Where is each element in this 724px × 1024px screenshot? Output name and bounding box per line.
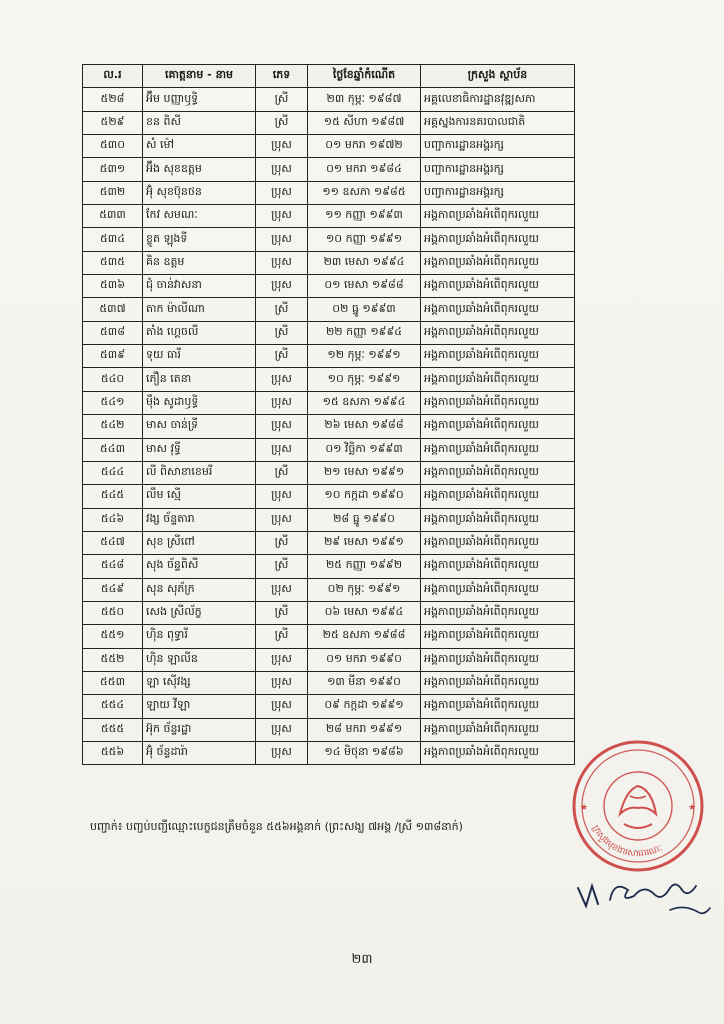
full-name: ហ៊ិន ឡាលីន bbox=[143, 648, 256, 671]
sex: ប្រុស bbox=[256, 695, 308, 718]
page-number: ២៣ bbox=[351, 952, 373, 967]
row-number: ៥២៨ bbox=[83, 88, 143, 111]
row-number: ៥៣៥ bbox=[83, 251, 143, 274]
sex: ប្រុស bbox=[256, 438, 308, 461]
sex: ប្រុស bbox=[256, 718, 308, 741]
institution: អង្គភាពប្រឆាំងអំពើពុករលួយ bbox=[421, 718, 575, 741]
institution: អង្គភាពប្រឆាំងអំពើពុករលួយ bbox=[421, 321, 575, 344]
header-birthdate: ថ្ងៃខែឆ្នាំកំណើត bbox=[308, 65, 421, 88]
institution: បញ្ជាការដ្ឋានអង្គរក្ស bbox=[421, 135, 575, 158]
table-row bbox=[83, 601, 575, 624]
table-row bbox=[83, 228, 575, 251]
sex: ប្រុស bbox=[256, 228, 308, 251]
institution: អង្គភាពប្រឆាំងអំពើពុករលួយ bbox=[421, 415, 575, 438]
institution: អង្គភាពប្រឆាំងអំពើពុករលួយ bbox=[421, 555, 575, 578]
birth-date: ០១ មករា ១៩៩០ bbox=[308, 648, 421, 671]
full-name: ឡាយ វីឡា bbox=[143, 695, 256, 718]
institution: អង្គភាពប្រឆាំងអំពើពុករលួយ bbox=[421, 205, 575, 228]
table-row bbox=[83, 321, 575, 344]
birth-date: ១០ កក្កដា ១៩៩០ bbox=[308, 485, 421, 508]
table-row bbox=[83, 111, 575, 134]
birth-date: ២៦ មេសា ១៩៨៨ bbox=[308, 415, 421, 438]
official-seal-icon bbox=[568, 736, 708, 876]
sex: ប្រុស bbox=[256, 275, 308, 298]
full-name: សុន សុភ័ក្រ bbox=[143, 578, 256, 601]
table-row bbox=[83, 181, 575, 204]
full-name: សេង ស្រីល័ក្ខ bbox=[143, 601, 256, 624]
birth-date: ២១ មេសា ១៩៩១ bbox=[308, 461, 421, 484]
header-sex: ភេទ bbox=[256, 65, 308, 88]
row-number: ៥៤៩ bbox=[83, 578, 143, 601]
full-name: អ៊ឹង សុខឧត្តម bbox=[143, 158, 256, 181]
row-number: ៥៤១ bbox=[83, 391, 143, 414]
sex: ប្រុស bbox=[256, 368, 308, 391]
candidate-table bbox=[82, 64, 575, 765]
institution: អង្គភាពប្រឆាំងអំពើពុករលួយ bbox=[421, 508, 575, 531]
row-number: ៥៣៤ bbox=[83, 228, 143, 251]
full-name: កែវ សមណៈ bbox=[143, 205, 256, 228]
row-number: ៥៣០ bbox=[83, 135, 143, 158]
birth-date: ២៥ កញ្ញា ១៩៩២ bbox=[308, 555, 421, 578]
full-name: សុង ច័ន្ទពិសី bbox=[143, 555, 256, 578]
sex: ស្រី bbox=[256, 625, 308, 648]
birth-date: ០១ មករា ១៩៨៤ bbox=[308, 158, 421, 181]
sex: ស្រី bbox=[256, 555, 308, 578]
sex: ប្រុស bbox=[256, 485, 308, 508]
table-row bbox=[83, 368, 575, 391]
institution: អង្គភាពប្រឆាំងអំពើពុករលួយ bbox=[421, 578, 575, 601]
sex: ស្រី bbox=[256, 461, 308, 484]
institution: អង្គភាពប្រឆាំងអំពើពុករលួយ bbox=[421, 228, 575, 251]
table-row bbox=[83, 205, 575, 228]
full-name: អ៊ុក ច័ន្ទរដ្ឋា bbox=[143, 718, 256, 741]
sex: ស្រី bbox=[256, 345, 308, 368]
birth-date: ១០ កញ្ញា ១៩៩១ bbox=[308, 228, 421, 251]
full-name: អ៊ុំ សុខប៊ុនថន bbox=[143, 181, 256, 204]
row-number: ៥៣២ bbox=[83, 181, 143, 204]
institution: អង្គភាពប្រឆាំងអំពើពុករលួយ bbox=[421, 251, 575, 274]
row-number: ៥៤៨ bbox=[83, 555, 143, 578]
sex: ប្រុស bbox=[256, 251, 308, 274]
table-row bbox=[83, 251, 575, 274]
full-name: ខន ពិសី bbox=[143, 111, 256, 134]
birth-date: ១៤ មិថុនា ១៩៨៦ bbox=[308, 741, 421, 764]
sex: ប្រុស bbox=[256, 135, 308, 158]
institution: អគ្គស្នងការនគរបាលជាតិ bbox=[421, 111, 575, 134]
sex: ប្រុស bbox=[256, 181, 308, 204]
birth-date: ២៣ មេសា ១៩៩៤ bbox=[308, 251, 421, 274]
birth-date: ២៨ មករា ១៩៩១ bbox=[308, 718, 421, 741]
table-row bbox=[83, 391, 575, 414]
institution: បញ្ជាការដ្ឋានអង្គរក្ស bbox=[421, 181, 575, 204]
birth-date: ១៥ សីហា ១៩៨៧ bbox=[308, 111, 421, 134]
institution: អង្គភាពប្រឆាំងអំពើពុករលួយ bbox=[421, 391, 575, 414]
table-row bbox=[83, 531, 575, 554]
institution: អង្គភាពប្រឆាំងអំពើពុករលួយ bbox=[421, 345, 575, 368]
birth-date: ២៣ កុម្ភៈ ១៩៨៧ bbox=[308, 88, 421, 111]
birth-date: ០១ មេសា ១៩៨៨ bbox=[308, 275, 421, 298]
header-name: គោត្តនាម - នាម bbox=[143, 65, 256, 88]
table-row bbox=[83, 578, 575, 601]
table-row bbox=[83, 671, 575, 694]
institution: អង្គភាពប្រឆាំងអំពើពុករលួយ bbox=[421, 601, 575, 624]
sex: ប្រុស bbox=[256, 391, 308, 414]
birth-date: ១៥ ឧសភា ១៩៩៤ bbox=[308, 391, 421, 414]
row-number: ៥៤៥ bbox=[83, 485, 143, 508]
birth-date: ០៦ មេសា ១៩៩៤ bbox=[308, 601, 421, 624]
sex: ស្រី bbox=[256, 321, 308, 344]
row-number: ៥៤២ bbox=[83, 415, 143, 438]
institution: អង្គភាពប្រឆាំងអំពើពុករលួយ bbox=[421, 741, 575, 764]
row-number: ៥៣៧ bbox=[83, 298, 143, 321]
row-number: ៥៣៨ bbox=[83, 321, 143, 344]
row-number: ៥៣៣ bbox=[83, 205, 143, 228]
table-row bbox=[83, 345, 575, 368]
full-name: ហ៊ិន ពុទ្ធារី bbox=[143, 625, 256, 648]
full-name: ជុំ ចាន់វាសនា bbox=[143, 275, 256, 298]
full-name: មាស វុទ្ធី bbox=[143, 438, 256, 461]
institution: អង្គភាពប្រឆាំងអំពើពុករលួយ bbox=[421, 368, 575, 391]
full-name: ខ្លូត ឡុងទី bbox=[143, 228, 256, 251]
table-row bbox=[83, 438, 575, 461]
header-number: ល.រ bbox=[83, 65, 143, 88]
full-name: មាស ចាន់ទ្រី bbox=[143, 415, 256, 438]
table-row bbox=[83, 485, 575, 508]
birth-date: ២៨ ធ្នូ ១៩៩០ bbox=[308, 508, 421, 531]
full-name: ម៉ឹង សូដាឫទ្ធិ bbox=[143, 391, 256, 414]
table-row bbox=[83, 135, 575, 158]
row-number: ៥៥០ bbox=[83, 601, 143, 624]
institution: អង្គភាពប្រឆាំងអំពើពុករលួយ bbox=[421, 648, 575, 671]
birth-date: ០១ មករា ១៩៧២ bbox=[308, 135, 421, 158]
birth-date: ២៩ មេសា ១៩៩១ bbox=[308, 531, 421, 554]
full-name: តាក ម៉ាលីណា bbox=[143, 298, 256, 321]
row-number: ៥៣៦ bbox=[83, 275, 143, 298]
row-number: ៥៣១ bbox=[83, 158, 143, 181]
row-number: ៥៥២ bbox=[83, 648, 143, 671]
birth-date: ១៣ មីនា ១៩៩០ bbox=[308, 671, 421, 694]
full-name: វង្ស ច័ន្ទតារា bbox=[143, 508, 256, 531]
institution: អង្គភាពប្រឆាំងអំពើពុករលួយ bbox=[421, 531, 575, 554]
full-name: ទុយ ធារី bbox=[143, 345, 256, 368]
sex: ស្រី bbox=[256, 298, 308, 321]
svg-text:★: ★ bbox=[688, 803, 697, 813]
institution: អង្គភាពប្រឆាំងអំពើពុករលួយ bbox=[421, 485, 575, 508]
table-header-row bbox=[83, 65, 575, 88]
svg-text:ក្រសួងមុខងារសាធារណៈ: ក្រសួងមុខងារសាធារណៈ bbox=[589, 823, 664, 860]
row-number: ៥៥៥ bbox=[83, 718, 143, 741]
institution: អង្គភាពប្រឆាំងអំពើពុករលួយ bbox=[421, 275, 575, 298]
row-number: ៥២៩ bbox=[83, 111, 143, 134]
row-number: ៥៤០ bbox=[83, 368, 143, 391]
institution: អគ្គលេខាធិការដ្ឋានវុឌ្ឍសភា bbox=[421, 88, 575, 111]
full-name: គិន ឧត្តម bbox=[143, 251, 256, 274]
table-row bbox=[83, 88, 575, 111]
row-number: ៥៤៦ bbox=[83, 508, 143, 531]
birth-date: ១១ កញ្ញា ១៩៩៣ bbox=[308, 205, 421, 228]
birth-date: ១០ កុម្ភៈ ១៩៩១ bbox=[308, 368, 421, 391]
table-row bbox=[83, 461, 575, 484]
sex: ប្រុស bbox=[256, 741, 308, 764]
row-number: ៥៤៧ bbox=[83, 531, 143, 554]
full-name: តាំង ហ្គេចលី bbox=[143, 321, 256, 344]
svg-text:★: ★ bbox=[580, 803, 589, 813]
sex: ប្រុស bbox=[256, 648, 308, 671]
institution: បញ្ជាការដ្ឋានអង្គរក្ស bbox=[421, 158, 575, 181]
table-row bbox=[83, 695, 575, 718]
row-number: ៥៤៣ bbox=[83, 438, 143, 461]
sex: ប្រុស bbox=[256, 671, 308, 694]
table-row bbox=[83, 555, 575, 578]
sex: ប្រុស bbox=[256, 158, 308, 181]
birth-date: ០២ ធ្នូ ១៩៩៣ bbox=[308, 298, 421, 321]
institution: អង្គភាពប្រឆាំងអំពើពុករលួយ bbox=[421, 671, 575, 694]
birth-date: ០៩ កក្កដា ១៩៩១ bbox=[308, 695, 421, 718]
institution: អង្គភាពប្រឆាំងអំពើពុករលួយ bbox=[421, 695, 575, 718]
full-name: ភឿន តេនា bbox=[143, 368, 256, 391]
sex: ប្រុស bbox=[256, 205, 308, 228]
table-row bbox=[83, 625, 575, 648]
birth-date: ០២ កុម្ភៈ ១៩៩១ bbox=[308, 578, 421, 601]
full-name: លី ពិសាខាខេមរី bbox=[143, 461, 256, 484]
sex: ប្រុស bbox=[256, 508, 308, 531]
row-number: ៥៣៩ bbox=[83, 345, 143, 368]
birth-date: ០១ វិច្ឆិកា ១៩៩៣ bbox=[308, 438, 421, 461]
header-institution: ក្រសួង ស្ថាប័ន bbox=[421, 65, 575, 88]
row-number: ៥៥៣ bbox=[83, 671, 143, 694]
table-row bbox=[83, 741, 575, 764]
full-name: សំ ម៉ៅ bbox=[143, 135, 256, 158]
table-body bbox=[83, 88, 575, 765]
table-row bbox=[83, 298, 575, 321]
sex: ស្រី bbox=[256, 531, 308, 554]
full-name: អ៊ុំ ច័ន្ទដារ៉ា bbox=[143, 741, 256, 764]
full-name: លឹម ស្មើ bbox=[143, 485, 256, 508]
full-name: ឡា ស៊ើវង្ស bbox=[143, 671, 256, 694]
birth-date: ២៥ ឧសភា ១៩៨៨ bbox=[308, 625, 421, 648]
sex: ប្រុស bbox=[256, 578, 308, 601]
institution: អង្គភាពប្រឆាំងអំពើពុករលួយ bbox=[421, 298, 575, 321]
sex: ស្រី bbox=[256, 601, 308, 624]
full-name: អ៊ឹម បញ្ញាឫទ្ធិ bbox=[143, 88, 256, 111]
institution: អង្គភាពប្រឆាំងអំពើពុករលួយ bbox=[421, 438, 575, 461]
birth-date: ១២ កុម្ភៈ ១៩៩១ bbox=[308, 345, 421, 368]
birth-date: ១១ ឧសភា ១៩៨៥ bbox=[308, 181, 421, 204]
sex: ប្រុស bbox=[256, 415, 308, 438]
birth-date: ២២ កញ្ញា ១៩៩៤ bbox=[308, 321, 421, 344]
full-name: សុខ ស្រីពៅ bbox=[143, 531, 256, 554]
sex: ស្រី bbox=[256, 88, 308, 111]
row-number: ៥៥១ bbox=[83, 625, 143, 648]
row-number: ៥៥៦ bbox=[83, 741, 143, 764]
table-row bbox=[83, 415, 575, 438]
table-row bbox=[83, 275, 575, 298]
institution: អង្គភាពប្រឆាំងអំពើពុករលួយ bbox=[421, 625, 575, 648]
sex: ស្រី bbox=[256, 111, 308, 134]
footnote: បញ្ជាក់៖ បញ្ជប់បញ្ជីឈ្មោះបេក្ខជនត្រឹមចំនួន ៥៥៦អង្គនាក់ (ព្រះសង្ឃ ៧អង្គ /ស្រី ១៣៨នាក់) bbox=[90, 820, 463, 833]
table-row bbox=[83, 158, 575, 181]
row-number: ៥៥៤ bbox=[83, 695, 143, 718]
row-number: ៥៤៤ bbox=[83, 461, 143, 484]
table-row bbox=[83, 508, 575, 531]
institution: អង្គភាពប្រឆាំងអំពើពុករលួយ bbox=[421, 461, 575, 484]
table-row bbox=[83, 718, 575, 741]
table-row bbox=[83, 648, 575, 671]
handwritten-signature-icon bbox=[574, 866, 714, 922]
